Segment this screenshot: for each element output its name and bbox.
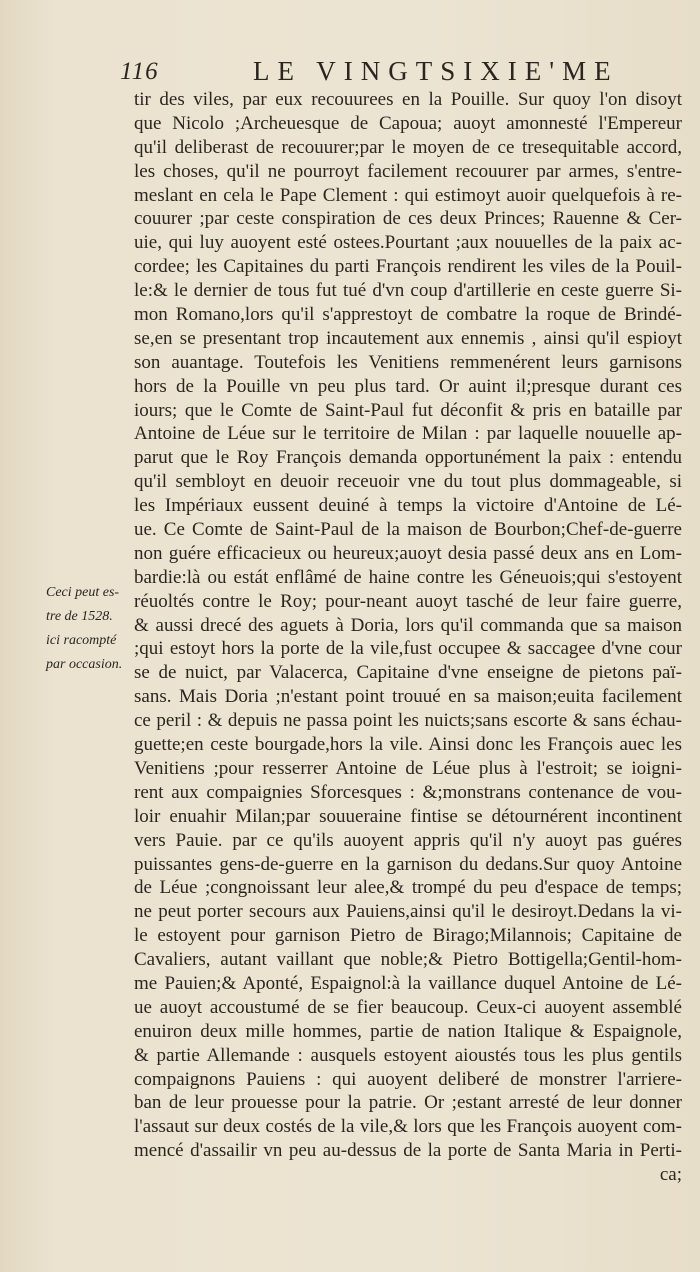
margin-note-line: ici racompté: [46, 633, 117, 648]
text-line: mon Romano,lors qu'il s'apprestoyt de combatre la roque de Brindé-: [134, 304, 682, 326]
text-line: me Pauien;& Aponté, Espaignol:à la vaillance duquel Antoine de Lé-: [134, 972, 682, 994]
text-line: non guére efficacieux ou heureux;auoyt desia passé deux ans en Lom-: [134, 542, 682, 564]
text-line: Venitiens ;pour resserrer Antoine de Léue plus à l'estroit; se ioigni-: [134, 757, 682, 779]
text-line: réuoltés contre le Roy; pour-neant auoyt tasché de leur faire guerre,: [134, 590, 682, 612]
text-line: & aussi drecé des aguets à Doria, lors qu'il commanda que sa maison: [134, 614, 682, 636]
text-line: ce peril : & depuis ne passa point les nuicts;sans escorte & sans échau-: [134, 710, 682, 732]
text-line: vers Pauie. par ce qu'ils auoyent appris qu'il n'y auoyt pas guéres: [134, 829, 682, 851]
margin-note-line: par occasion.: [46, 657, 123, 672]
text-line: de Léue ;congnoissant leur alee,& trompé du peu d'espace de temps;: [134, 877, 682, 899]
text-line: ue. Ce Comte de Saint-Paul de la maison de Bourbon;Chef-de-guerre: [134, 519, 682, 541]
text-line: que Nicolo ;Archeuesque de Capoua; auoyt amonnesté l'Empereur: [134, 112, 682, 134]
text-line: le:& le dernier de tous fut tué d'vn coup d'artillerie en ceste guerre Si-: [134, 280, 682, 302]
text-line: compaignons Pauiens : qui auoyent deliberé de monstrer l'arriere-: [134, 1068, 682, 1090]
text-line: qu'il deliberast de recouurer;par le moyen de ce tresequitable accord,: [134, 136, 682, 158]
text-line: ban de leur prouesse pour la patrie. Or ;estant arresté de leur donner: [134, 1092, 682, 1114]
text-line: ne peut porter secours aux Pauiens,ainsi qu'il le desiroyt.Dedans la vi-: [134, 901, 682, 923]
text-line: couurer ;par ceste conspiration de ces deux Princes; Rauenne & Cer-: [134, 208, 682, 230]
text-line: hors de la Pouille vn peu plus tard. Or auint il;presque durant ces: [134, 375, 682, 397]
text-line: uie, qui luy auoyent esté ostees.Pourtant ;aux nouuelles de la paix ac-: [134, 232, 682, 254]
text-line: tir des viles, par eux recouurees en la Pouille. Sur quoy l'on disoyt: [134, 89, 682, 110]
text-line: se,en se presentant trop incautement aux ennemis , ainsi qu'il espioyt: [134, 327, 682, 349]
page-header: [118, 52, 678, 88]
body-text: [134, 88, 682, 1187]
text-line: se de nuict, par Valacerca, Capitaine d'vne enseigne de pietons paï-: [134, 662, 682, 684]
text-line: son auantage. Toutefois les Venitiens remmenérent leurs garnisons: [134, 351, 682, 373]
text-line: parut que le Roy François demanda opportunément la paix : entendu: [134, 447, 682, 469]
text-line: Antoine de Léue sur le territoire de Milan : par laquelle nouuelle ap-: [134, 423, 682, 445]
text-line: sans. Mais Doria ;n'estant point trouué en sa maison;euita facilement: [134, 686, 682, 708]
text-line: bardie:là ou estát enflâmé de haine contre les Géneuois;qui s'estoyent: [134, 566, 682, 588]
text-line: cordee; les Capitaines du parti François rendirent les viles de la Pouil-: [134, 256, 682, 278]
text-line: Cavaliers, autant vaillant que noble;& Pietro Bottigella;Gentil-hom-: [134, 949, 682, 971]
page-number: 116: [120, 58, 159, 85]
text-line: rent aux compaignies Sforcesques : &;monstrans contenance de vou-: [134, 781, 682, 803]
margin-note-line: Ceci peut es-: [46, 585, 120, 600]
margin-note: [46, 581, 131, 677]
text-line: ca;: [659, 1164, 682, 1186]
text-line: le estoyent pour garnison Pietro de Birago;Milannois; Capitaine de: [134, 925, 682, 947]
margin-note-line: tre de 1528.: [46, 609, 113, 624]
text-line: loir enuahir Milan;par souueraine fintise se détournérent incontinent: [134, 805, 682, 827]
text-line: ;qui estoyt hors la porte de la vile,fust occupee & saccagee d'vne cour: [134, 638, 682, 660]
text-line: guette;en ceste bourgade,hors la vile. Ainsi donc les François auec les: [134, 734, 682, 756]
text-line: les choses, qu'il ne pourroyt facilement recouurer par armes, s'entre-: [134, 160, 682, 182]
running-title: LE VINGTSIXIE'ME: [253, 56, 619, 86]
text-line: ue auoyt accoustumé de se fier beaucoup. Ceux-ci auoyent assemblé: [134, 996, 682, 1018]
text-line: l'assaut sur deux costés de la vile,& lors que les François auoyent com-: [134, 1116, 682, 1138]
text-line: & partie Allemande : ausquels estoyent aioustés tous les plus gentils: [134, 1044, 682, 1066]
text-line: qu'il sembloyt en deuoir receuoir vne du tout plus dommageable, si: [134, 471, 682, 493]
text-line: enuiron deux mille hommes, partie de nation Italique & Espaignole,: [134, 1020, 682, 1042]
text-line: mencé d'assailir vn peu au-dessus de la porte de Santa Maria in Perti-: [134, 1140, 682, 1162]
text-line: les Impériaux eussent deuiné à temps la victoire d'Antoine de Lé-: [134, 495, 682, 517]
text-line: puissantes gens-de-guerre en la garnison du dedans.Sur quoy Antoine: [134, 853, 682, 875]
text-line: meslant en cela le Pape Clement : qui estimoyt auoir quelquefois à re-: [134, 184, 682, 206]
text-line: iours; que le Comte de Saint-Paul fut déconfit & pris en bataille par: [134, 399, 682, 421]
